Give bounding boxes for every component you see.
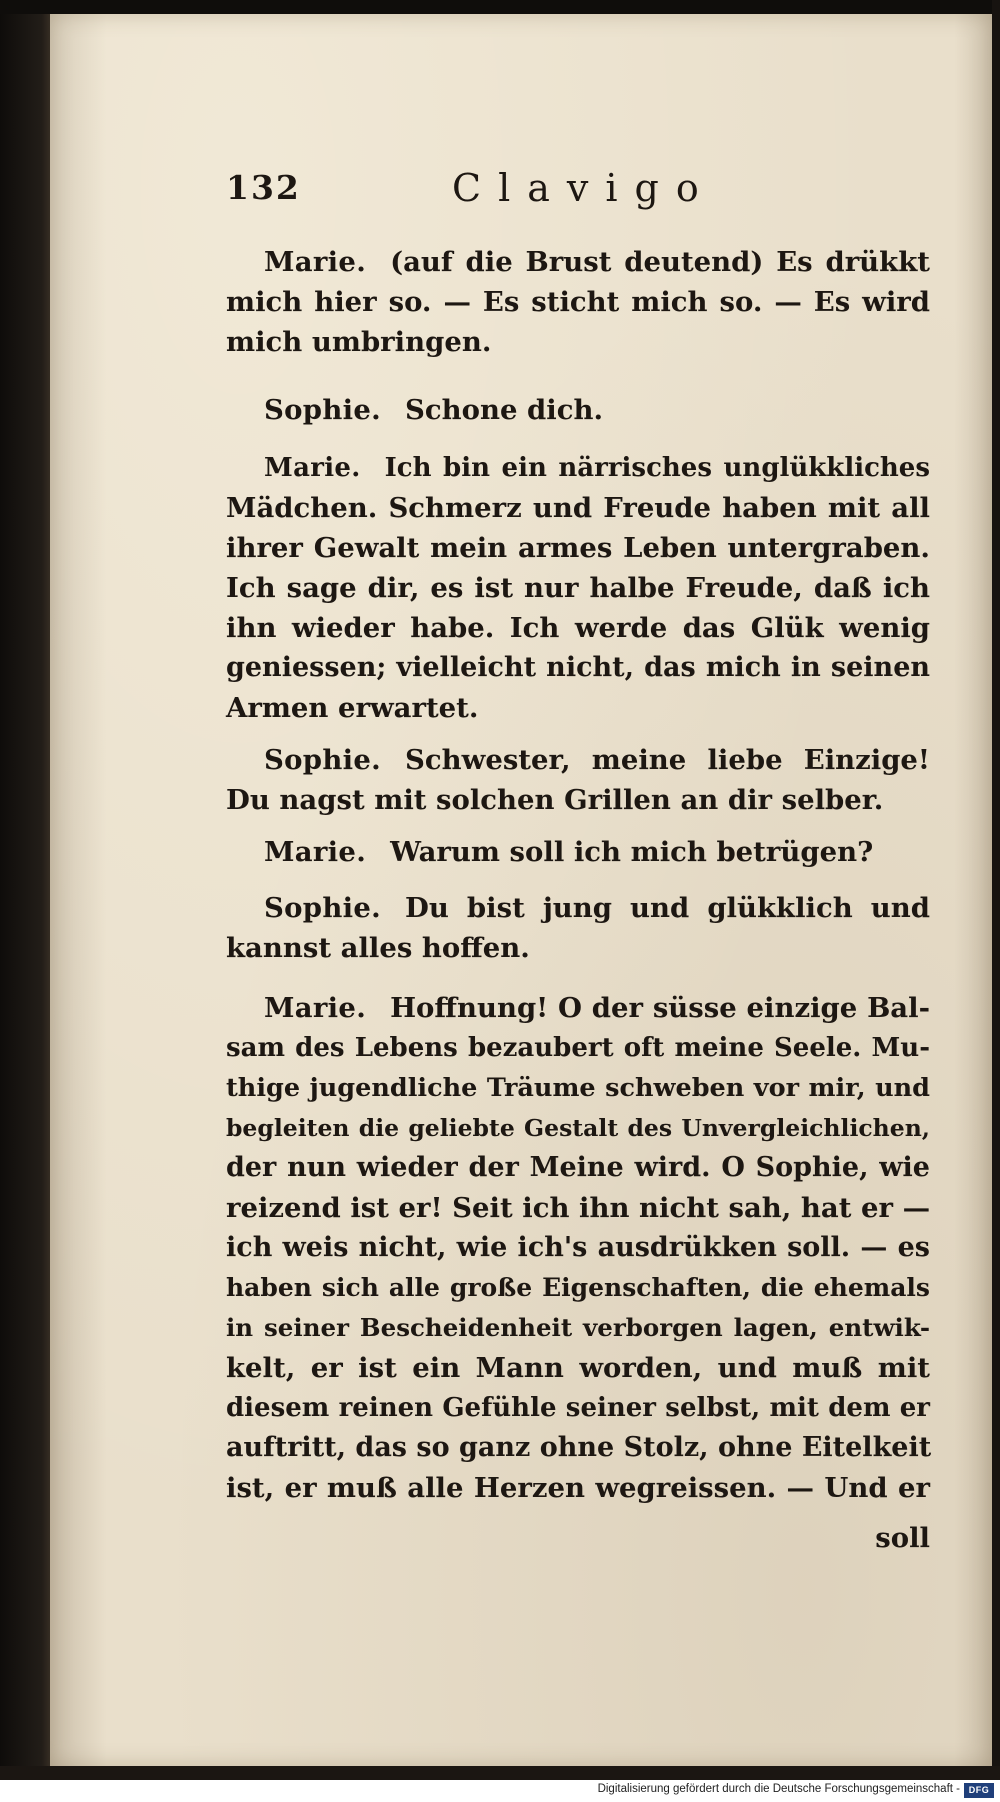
text-line: ihn wieder habe. Ich werde das Glük wenig (226, 612, 930, 644)
text-line: Marie. Warum soll ich mich betrügen? (264, 836, 874, 868)
scan-left-gutter (0, 0, 52, 1802)
speaker-name: Sophie. (264, 892, 382, 924)
speaker-name: Marie. (264, 836, 367, 868)
text-line: Sophie. Schone dich. (264, 394, 604, 426)
text-line: kannst alles hoffen. (226, 932, 530, 964)
text-line: der nun wieder der Meine wird. O Sophie, wie (226, 1152, 930, 1183)
funding-credit: Digitalisierung gefördert durch die Deutsche Forschungsgemeinschaft - (597, 1783, 960, 1795)
text-line: in seiner Bescheidenheit verborgen lagen, entwik- (226, 1313, 930, 1342)
speaker-name: Sophie. (264, 744, 382, 776)
text-line: ihrer Gewalt mein armes Leben untergraben. (226, 532, 930, 564)
text-line: Sophie. Schwester, meine liebe Einzige! (264, 744, 930, 776)
text-line: diesem reinen Gefühle seiner selbst, mit dem er (226, 1393, 930, 1423)
text-line: mich umbringen. (226, 326, 492, 358)
text-line: thige jugendliche Träume schweben vor mir, und (226, 1073, 930, 1103)
speaker-name: Marie. (264, 453, 361, 483)
speaker-name: Marie. (264, 992, 367, 1024)
scan-right-edge (992, 0, 1000, 1780)
speaker-name: Marie. (264, 246, 367, 278)
running-title: Clavigo (452, 166, 716, 210)
speaker-name: Sophie. (264, 394, 382, 426)
text-line: kelt, er ist ein Mann worden, und muß mit (226, 1352, 930, 1384)
page-header (226, 168, 930, 212)
text-line: Ich sage dir, es ist nur halbe Freude, daß ich (226, 572, 930, 604)
catchword: soll (875, 1522, 930, 1554)
text-line: Marie. (auf die Brust deutend) Es drükkt (264, 246, 930, 278)
text-line: ich weis nicht, wie ich's ausdrükken soll. — es (226, 1232, 930, 1263)
dfg-logo: DFG (964, 1783, 994, 1798)
text-line: begleiten die geliebte Gestalt des Unvergleichlichen, (226, 1114, 930, 1142)
scan-bottom-edge (0, 1766, 1000, 1780)
scan-top-edge (0, 0, 1000, 14)
text-line: mich hier so. — Es sticht mich so. — Es wird (226, 286, 930, 318)
text-line: Armen erwartet. (226, 692, 479, 724)
digitization-footer (0, 1780, 1000, 1802)
text-line: Sophie. Du bist jung und glükklich und (264, 892, 930, 924)
text-line: haben sich alle große Eigenschaften, die ehemals (226, 1273, 930, 1302)
text-line: Marie. Hoffnung! O der süsse einzige Bal- (264, 992, 930, 1024)
text-line: Marie. Ich bin ein närrisches unglükkliches (264, 453, 930, 483)
text-line: ist, er muß alle Herzen wegreissen. — Und er (226, 1472, 930, 1504)
text-line: sam des Lebens bezaubert oft meine Seele. Mu- (226, 1033, 930, 1063)
text-line: reizend ist er! Seit ich ihn nicht sah, hat er — (226, 1192, 931, 1224)
text-line: auftritt, das so ganz ohne Stolz, ohne Eitelkeit (226, 1432, 932, 1463)
text-line: Mädchen. Schmerz und Freude haben mit all (226, 492, 930, 524)
text-line: geniessen; vielleicht nicht, das mich in seinen (226, 652, 930, 683)
page-number: 132 (226, 168, 301, 207)
text-line: Du nagst mit solchen Grillen an dir selber. (226, 784, 884, 816)
